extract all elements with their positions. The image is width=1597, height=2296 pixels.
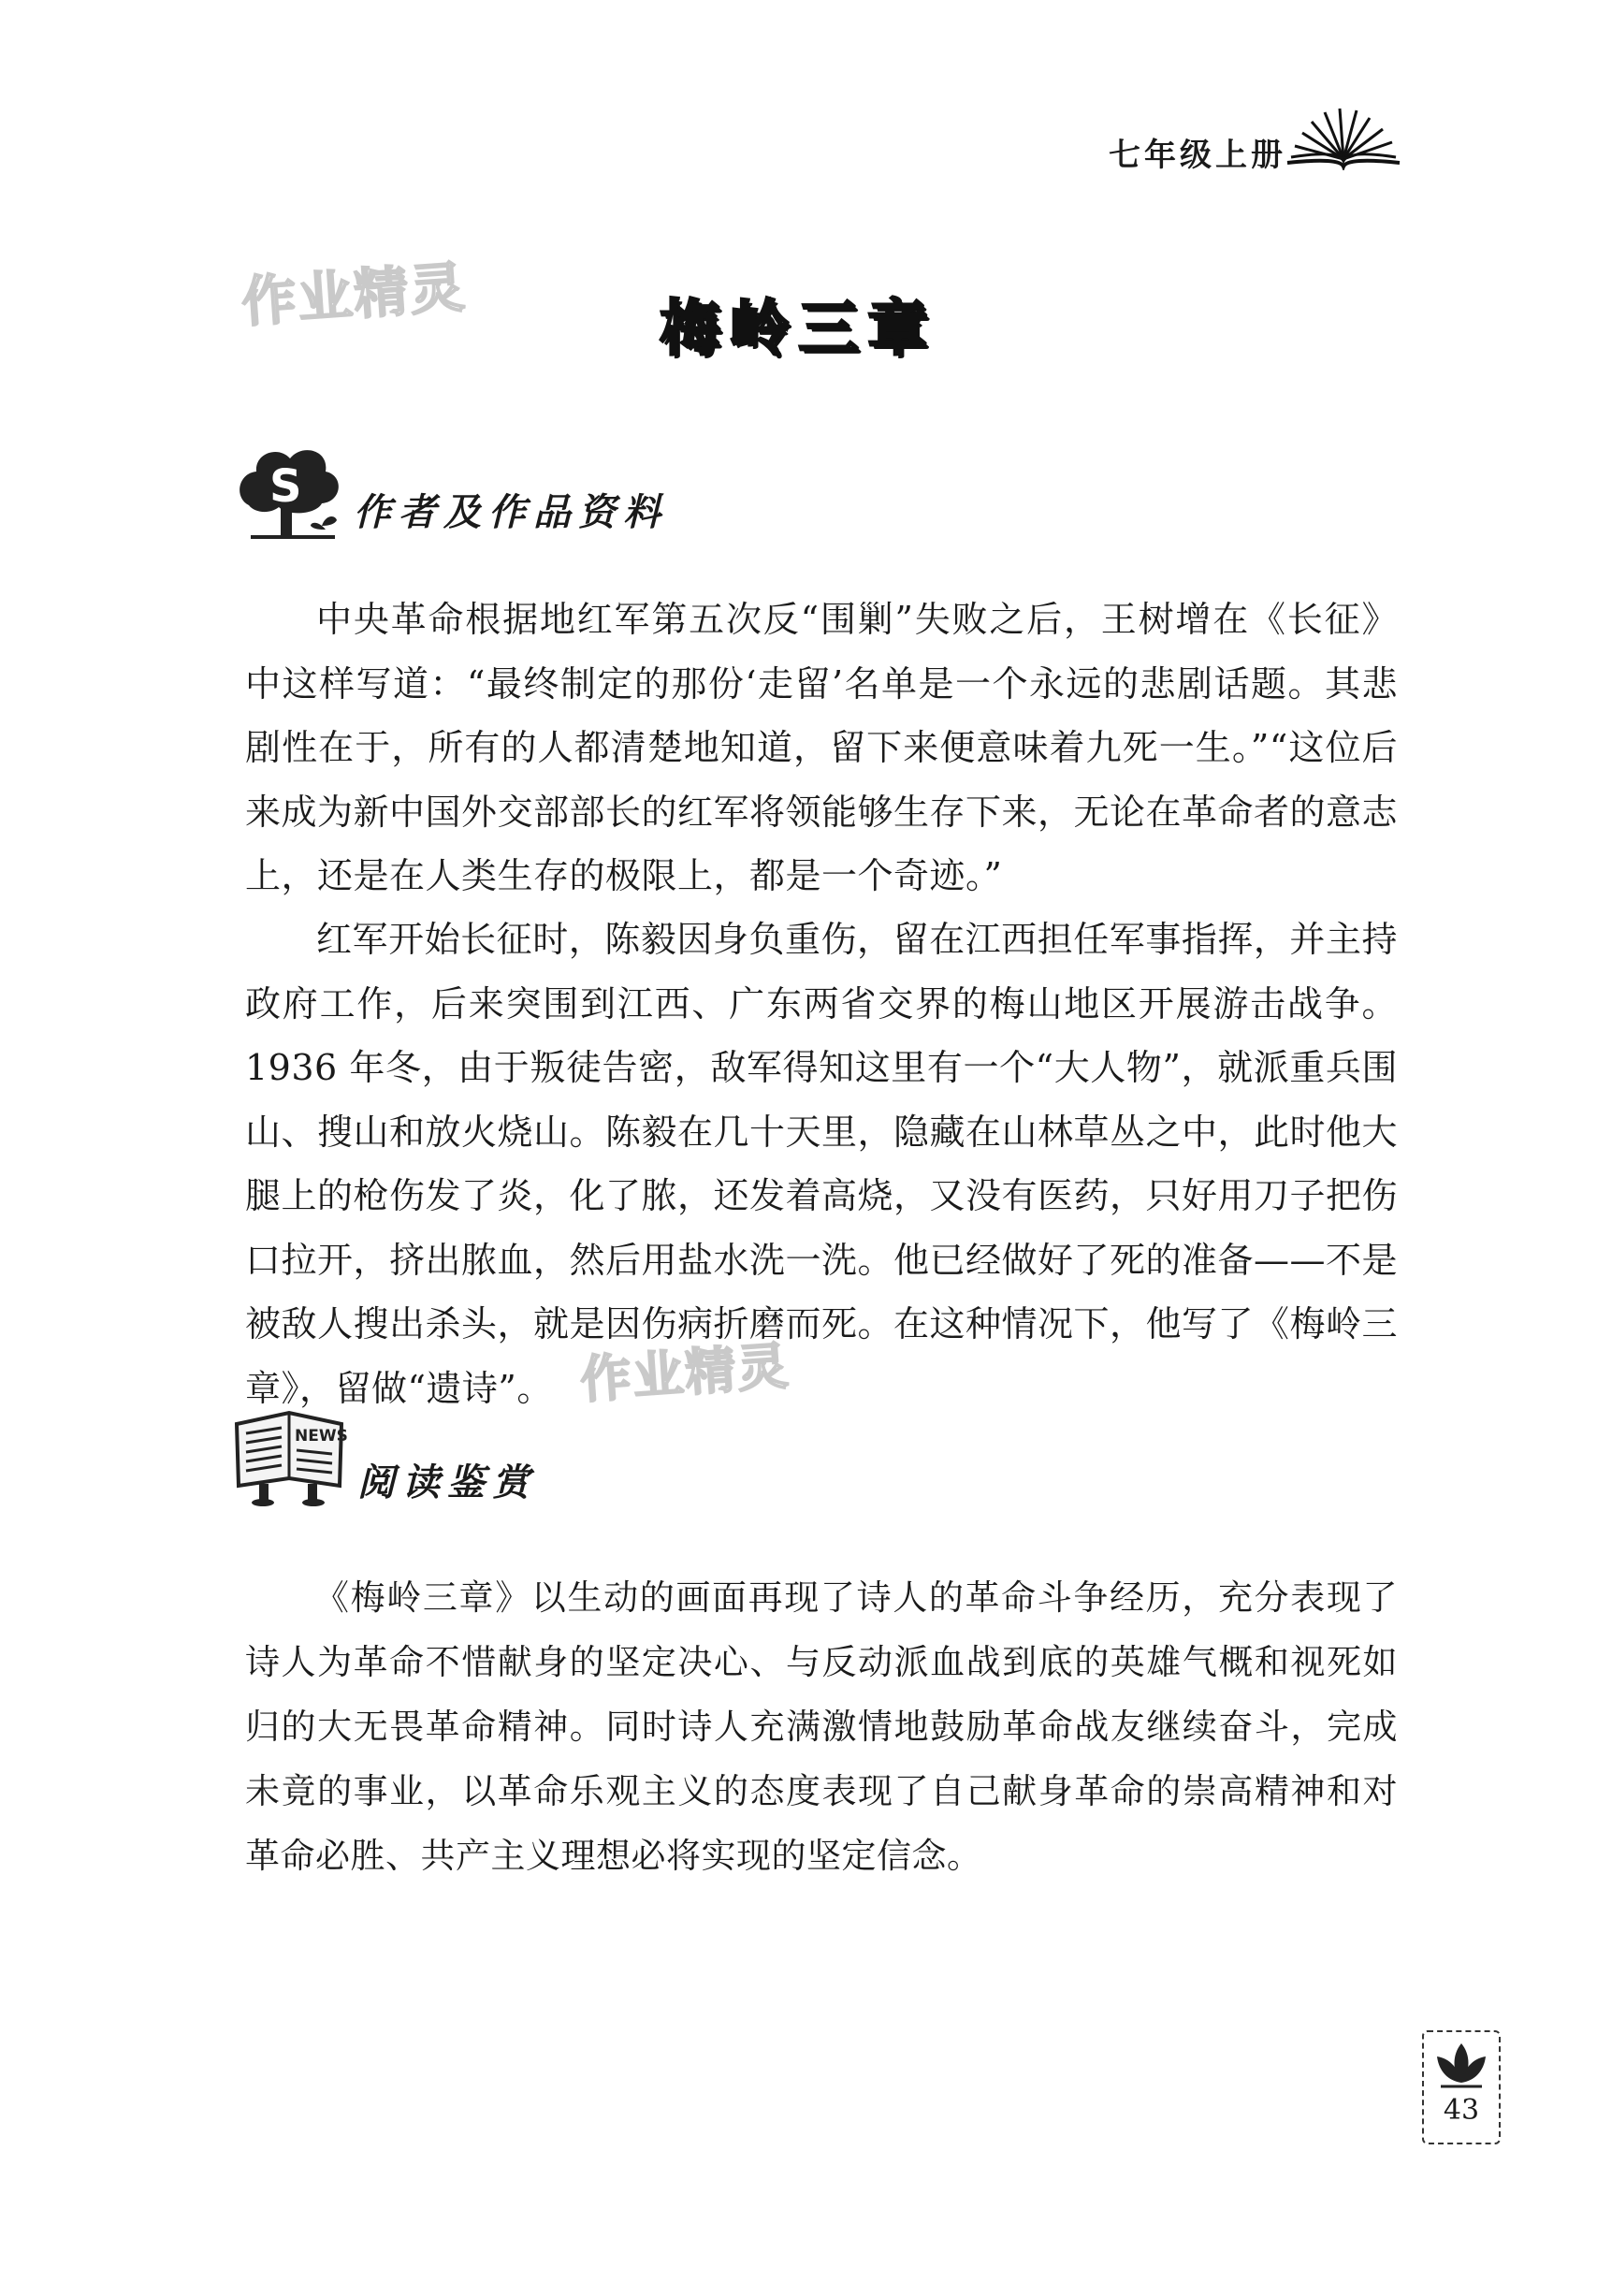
newspaper-icon xyxy=(229,1403,351,1510)
lotus-icon xyxy=(1433,2040,1489,2094)
svg-text:NEWS: NEWS xyxy=(295,1427,348,1446)
page-title: 梅岭三章 xyxy=(660,295,937,364)
section-heading-author-info: 作者及作品资料 xyxy=(354,490,668,534)
paragraph: 红军开始长征时，陈毅因身负重伤，留在江西担任军事指挥，并主持政府工作，后来突围到江西、广东两省交界的梅山地区开展游击战争。1936 年冬，由于叛徒告密，敌军得知这里有一个“大人物”，就派重兵围山、搜山和放火烧山。陈毅在几十天里，隐藏在山林草丛之中，此时他大腿上的枪伤发了炎，化了脓，还发着高烧，又没有医药，只好用刀子把伤口拉开，挤出脓血，然后用盐水洗一洗。他已经做好了死的准备——不是被敌人搜出杀头，就是因伤病折磨而死。在这种情况下，他写了《梅岭三章》，留做“遗诗”。 xyxy=(245,919,1399,1409)
header-grade-label: 七年级上册 xyxy=(1109,137,1286,174)
page-number: 43 xyxy=(1443,2094,1480,2127)
tree-s-icon xyxy=(232,440,354,546)
svg-text:S: S xyxy=(269,460,302,513)
section-heading-reading-appreciation: 阅读鉴赏 xyxy=(357,1460,537,1504)
paragraph: 中央革命根据地红军第五次反“围剿”失败之后，王树增在《长征》中这样写道：“最终制定的那份‘走留’名单是一个永远的悲剧话题。其悲剧性在于，所有的人都清楚地知道，留下来便意味着九死一生。”“这位后来成为新中国外交部部长的红军将领能够生存下来，无论在革命者的意志上，还是在人类生存的极限上，都是一个奇迹。” xyxy=(245,599,1399,896)
open-book-icon xyxy=(1284,105,1403,174)
paragraph: 《梅岭三章》以生动的画面再现了诗人的革命斗争经历，充分表现了诗人为革命不惜献身的坚定决心、与反动派血战到底的英雄气概和视死如归的大无畏革命精神。同时诗人充满激情地鼓励革命战友继续奋斗，完成未竟的事业，以革命乐观主义的态度表现了自己献身革命的崇高精神和对革命必胜、共产主义理想必将实现的坚定信念。 xyxy=(245,1577,1398,1876)
watermark: 作业精灵 xyxy=(578,1336,792,1410)
watermark: 作业精灵 xyxy=(240,254,469,335)
